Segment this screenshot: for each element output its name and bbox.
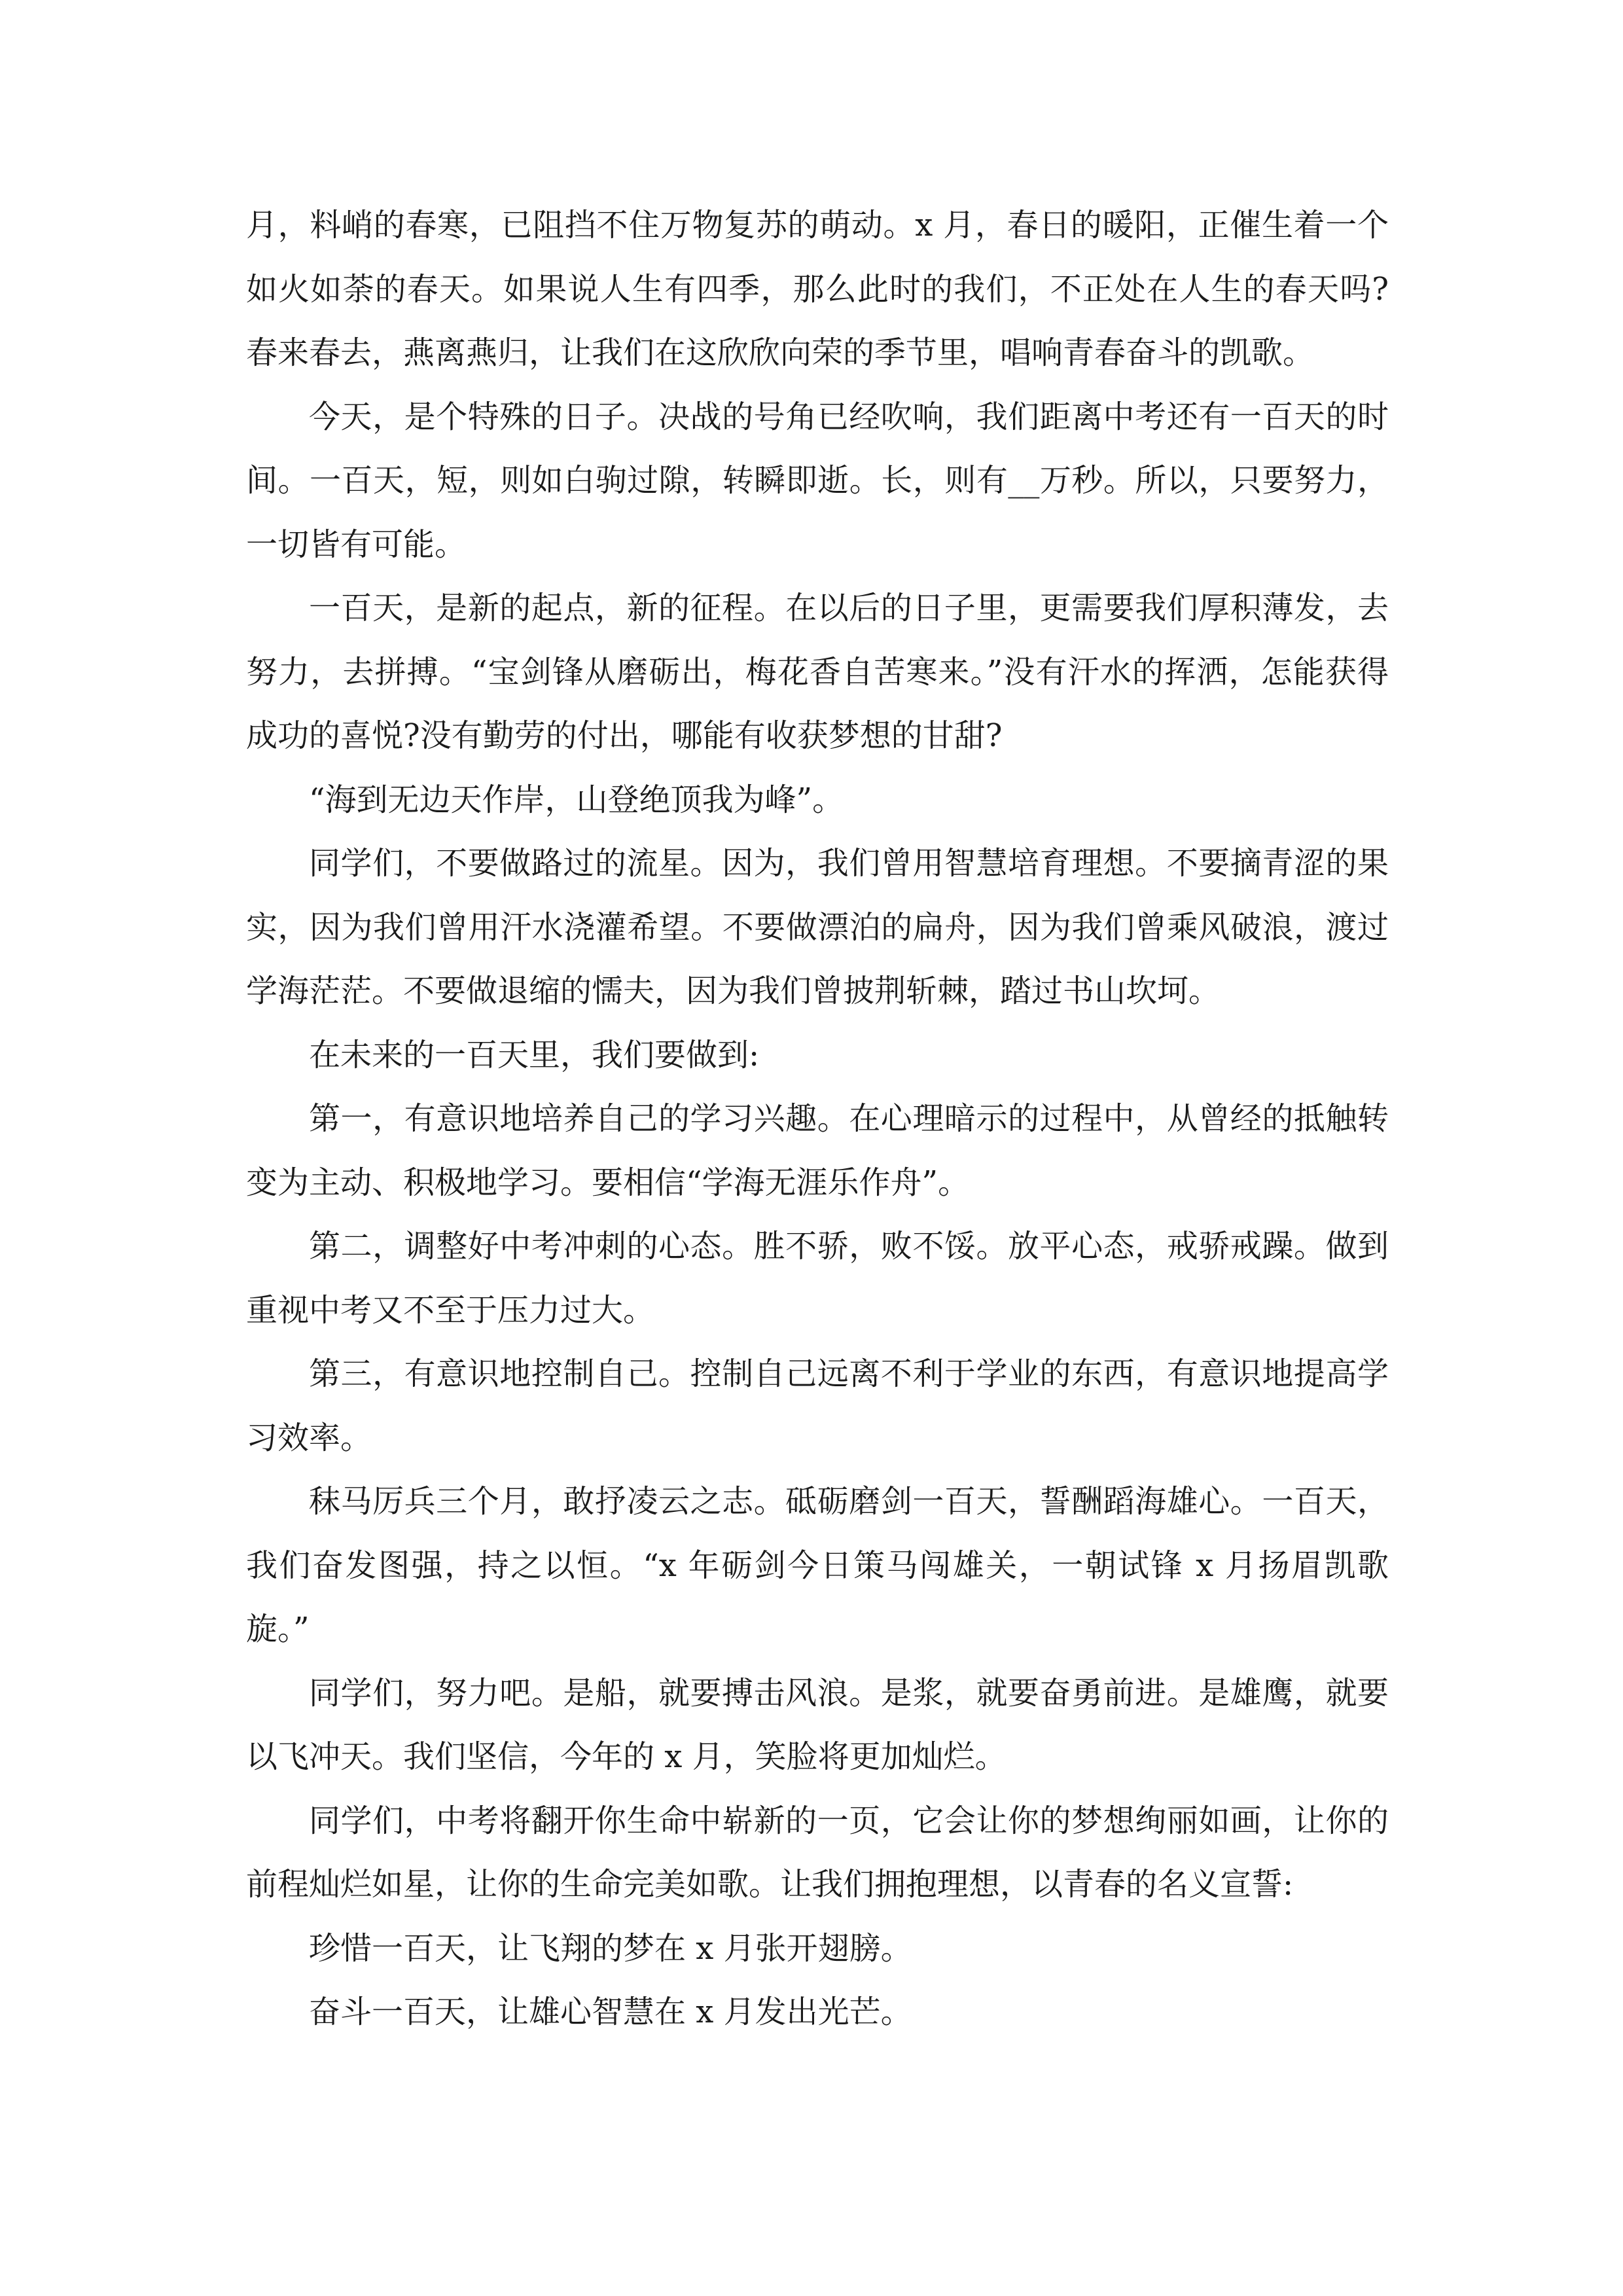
paragraph: 一百天，是新的起点，新的征程。在以后的日子里，更需要我们厚积薄发，去努力，去拼搏。“宝剑锋从磨砺出，梅花香自苦寒来。”没有汗水的挥洒，怎能获得成功的喜悦?没有勤劳的付出，哪能有收获梦想的甘甜? <box>246 590 1389 754</box>
quote-paragraph: “海到无边天作岸，山登绝顶我为峰”。 <box>309 781 844 818</box>
paragraph: 同学们，中考将翻开你生命中崭新的一页，它会让你的梦想绚丽如画，让你的前程灿烂如星，让你的生命完美如歌。让我们拥抱理想，以青春的名义宣誓: <box>246 1802 1389 1903</box>
list-item-second: 第二，调整好中考冲刺的心态。胜不骄，败不馁。放平心态，戒骄戒躁。做到重视中考又不至于压力过大。 <box>246 1228 1389 1329</box>
paragraph-continuation: 月，料峭的春寒，已阻挡不住万物复苏的萌动。x 月，春日的暖阳，正催生着一个如火如荼的春天。如果说人生有四季，那么此时的我们，不正处在人生的春天吗?春来春去，燕离燕归，让我们在这欣欣向荣的季节里，唱响青春奋斗的凯歌。 <box>246 207 1389 371</box>
paragraph: 同学们，不要做路过的流星。因为，我们曾用智慧培育理想。不要摘青涩的果实，因为我们曾用汗水浇灌希望。不要做漂泊的扁舟，因为我们曾乘风破浪，渡过学海茫茫。不要做退缩的懦夫，因为我们曾披荆斩棘，踏过书山坎坷。 <box>246 845 1389 1009</box>
document-body <box>246 194 1389 2045</box>
oath-line: 奋斗一百天，让雄心智慧在 x 月发出光芒。 <box>309 1994 912 2030</box>
paragraph: 在未来的一百天里，我们要做到: <box>309 1036 760 1073</box>
list-item-first: 第一，有意识地培养自己的学习兴趣。在心理暗示的过程中，从曾经的抵触转变为主动、积极地学习。要相信“学海无涯乐作舟”。 <box>246 1100 1389 1201</box>
paragraph: 今天，是个特殊的日子。决战的号角已经吹响，我们距离中考还有一百天的时间。一百天，短，则如白驹过隙，转瞬即逝。长，则有__万秒。所以，只要努力，一切皆有可能。 <box>246 398 1389 563</box>
list-item-third: 第三，有意识地控制自己。控制自己远离不利于学业的东西，有意识地提高学习效率。 <box>246 1355 1389 1456</box>
oath-line: 珍惜一百天，让飞翔的梦在 x 月张开翅膀。 <box>309 1929 912 1967</box>
paragraph: 同学们，努力吧。是船，就要搏击风浪。是浆，就要奋勇前进。是雄鹰，就要以飞冲天。我们坚信，今年的 x 月，笑脸将更加灿烂。 <box>246 1674 1389 1775</box>
paragraph: 秣马厉兵三个月，敢抒凌云之志。砥砺磨剑一百天，誓酬蹈海雄心。一百天，我们奋发图强，持之以恒。“x 年砺剑今日策马闯雄关，一朝试锋 x 月扬眉凯歌旋。” <box>246 1483 1389 1647</box>
